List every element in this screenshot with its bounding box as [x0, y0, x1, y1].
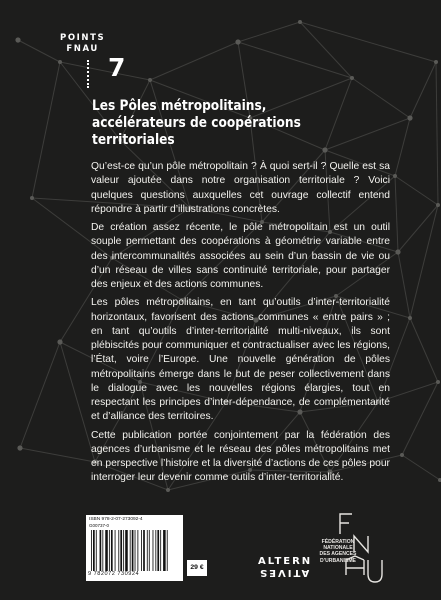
network-link: [60, 342, 95, 462]
paragraph-1: Qu’est-ce qu’un pôle métropolitain ? À quoi sert-il ? Quelle est sa valeur ajoutée dans notre organisation territoriale ? Voici quelques questions auxquelles cet ouvrage collectif entend répondre à partir d’illustrations concrètes.: [91, 161, 390, 215]
network-link: [60, 62, 150, 80]
barcode-bar: [167, 530, 168, 571]
barcode-bar: [163, 530, 166, 571]
barcode-bar: [125, 530, 128, 571]
barcode-bar: [130, 530, 131, 571]
network-link: [20, 342, 60, 448]
network-node: [58, 60, 62, 64]
paragraph-4: Cette publication portée conjointement par la fédération des agences d’urbanisme et le réseau des pôles métropolitains met en perspective l’histoire et la diversité d’actions de ces pôles pour interroger leur devenir comme outils d’inter-territorialité.: [91, 429, 390, 484]
barcode-bar: [120, 530, 122, 571]
network-link: [20, 448, 95, 462]
barcode-bar: [132, 530, 134, 571]
publisher-logo-line2: ATIVES: [258, 567, 310, 578]
network-link: [395, 176, 398, 252]
fnau-caption-line2: NATIONALE: [323, 545, 353, 552]
network-link: [398, 252, 410, 318]
series-name-line2: FNAU: [66, 44, 99, 54]
barcode-bar: [109, 530, 110, 571]
fnau-logo: [308, 512, 406, 586]
barcode-bar: [143, 530, 145, 571]
network-node: [17, 445, 22, 450]
barcode-bar: [102, 530, 103, 571]
barcode-bar: [149, 530, 150, 571]
network-node: [15, 37, 20, 42]
network-node: [393, 174, 397, 178]
network-link: [402, 382, 438, 455]
network-node: [436, 380, 440, 384]
fnau-caption: [308, 539, 368, 564]
network-node: [407, 115, 412, 120]
series-name-line1: POINTS: [60, 33, 106, 43]
publisher-logo-line1: ALTERN: [258, 556, 313, 567]
network-node: [235, 39, 240, 44]
network-link: [410, 62, 436, 118]
barcode-bar: [111, 530, 113, 571]
barcode-icon: [91, 530, 179, 571]
network-link: [18, 40, 60, 62]
network-link: [352, 78, 410, 118]
barcode-bar: [123, 530, 124, 571]
barcode-bar: [96, 530, 97, 571]
barcode-digits: 9 782072 730924: [88, 571, 140, 577]
barcode-bar: [91, 530, 92, 571]
fnau-caption-line1: FÉDÉRATION: [321, 539, 355, 545]
product-code: G00737-0: [89, 523, 110, 528]
barcode-bar: [93, 530, 95, 571]
network-node: [350, 76, 354, 80]
paragraph-2: De création assez récente, le pôle métropolitain est un outil souple permettant des coopérations à géométrie variable entre des intercommunalités associées au sein d’un bassin de vie ou d’un réseau de villes sans continuité territoriale, pour partager des enjeux et des actions communes.: [91, 222, 390, 290]
back-cover-text: [91, 160, 390, 490]
barcode-bar: [118, 530, 119, 571]
barcode-box: [86, 515, 183, 581]
barcode-bar: [160, 530, 161, 571]
fnau-caption-line4: D’URBANISME: [320, 557, 356, 564]
series-number: 7: [108, 53, 126, 82]
network-link: [32, 62, 60, 198]
network-link: [395, 176, 438, 205]
barcode-bar: [153, 530, 154, 571]
network-link: [300, 22, 436, 62]
network-node: [436, 203, 440, 207]
barcode-bar: [155, 530, 156, 571]
network-node: [57, 339, 62, 344]
barcode-bar: [115, 530, 116, 571]
network-node: [395, 249, 400, 254]
barcode-bar: [157, 530, 159, 571]
barcode-bar: [147, 530, 148, 571]
barcode-bar: [100, 530, 102, 571]
barcode-bar: [137, 530, 138, 571]
network-link: [410, 318, 438, 382]
network-node: [408, 316, 412, 320]
barcode-bar: [141, 530, 142, 571]
book-title: Les Pôles métropolitains, accélérateurs de coopérations territoriales: [92, 98, 301, 148]
isbn-label: ISBN 978-2-07-273092-4: [89, 517, 143, 522]
fnau-caption-line3: DES AGENCES: [319, 551, 357, 558]
barcode-bar: [105, 530, 108, 571]
network-link: [238, 22, 300, 42]
network-node: [434, 60, 438, 64]
network-node: [298, 20, 302, 24]
barcode-bar: [135, 530, 136, 571]
series-dotted-divider: [87, 60, 94, 88]
series-logo: [60, 33, 105, 55]
network-node: [400, 453, 404, 457]
network-link: [150, 42, 238, 80]
price-tag: 29 €: [187, 560, 207, 576]
network-link: [436, 62, 438, 205]
network-node: [30, 196, 34, 200]
network-node: [148, 78, 152, 82]
publisher-logo: [258, 556, 312, 578]
paragraph-3: Les pôles métropolitains, en tant qu’outils d’inter-territorialité horizontaux, favorisent des actions communes « entre pairs » ; en tant qu’outils d’inter-territorialité multi-niveaux, ils sont plébiscités pour communiquer et contractualiser avec les régions, l’État, voire l’Europe. Une nouvelle génération de pôles métropolitains émerge dans le but de peser collectivement dans le dialogue avec les nouvelles régions élargies, tout en respectant les principes d’inter-dépendance, de complémentarité et d’alliance des territoires.: [91, 297, 390, 423]
network-link: [402, 455, 440, 480]
network-link: [395, 118, 410, 176]
